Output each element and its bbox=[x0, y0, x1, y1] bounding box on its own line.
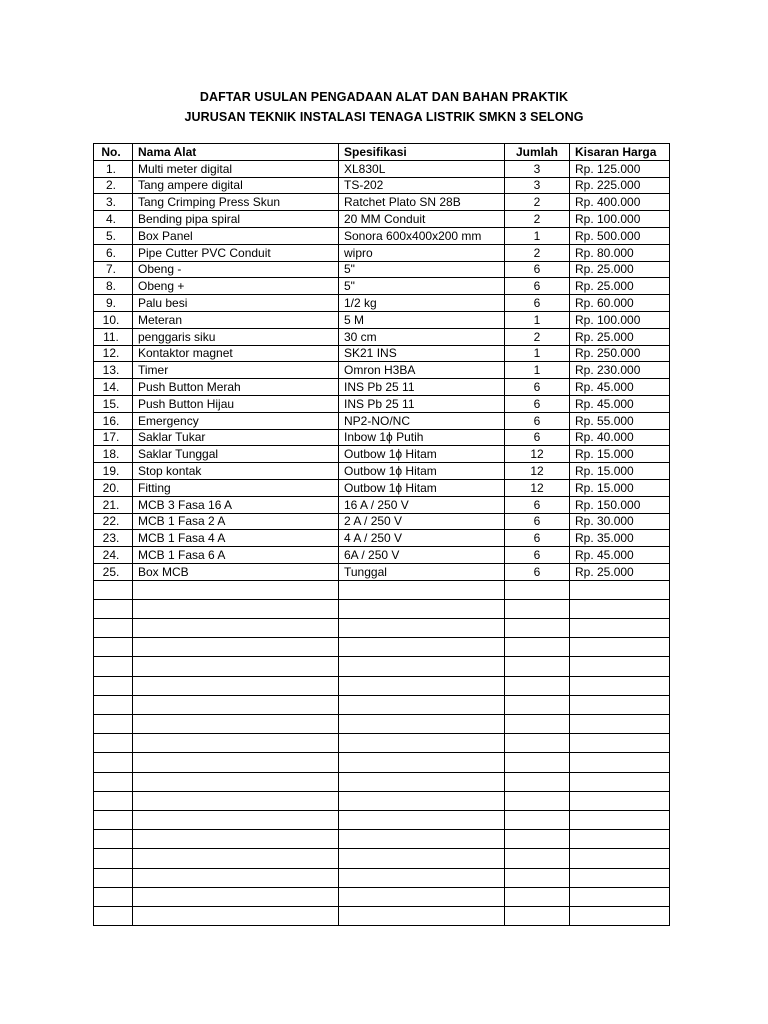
cell-no: 9. bbox=[94, 295, 133, 312]
cell-price: Rp. 60.000 bbox=[570, 295, 670, 312]
empty-table-row bbox=[94, 676, 670, 695]
cell-name: MCB 1 Fasa 2 A bbox=[133, 513, 339, 530]
empty-cell bbox=[133, 580, 339, 599]
empty-table-row bbox=[94, 695, 670, 714]
empty-cell bbox=[133, 906, 339, 925]
cell-spec: 5" bbox=[339, 261, 505, 278]
empty-cell bbox=[339, 906, 505, 925]
cell-spec: Outbow 1ϕ Hitam bbox=[339, 446, 505, 463]
cell-qty: 6 bbox=[505, 496, 570, 513]
cell-no: 16. bbox=[94, 412, 133, 429]
empty-cell bbox=[339, 868, 505, 887]
cell-spec: 2 A / 250 V bbox=[339, 513, 505, 530]
empty-table-row bbox=[94, 715, 670, 734]
empty-cell bbox=[505, 599, 570, 618]
table-row bbox=[94, 379, 670, 396]
cell-qty: 6 bbox=[505, 547, 570, 564]
column-header-name: Nama Alat bbox=[133, 144, 339, 161]
cell-price: Rp. 225.000 bbox=[570, 177, 670, 194]
empty-table-row bbox=[94, 810, 670, 829]
cell-price: Rp. 100.000 bbox=[570, 311, 670, 328]
cell-spec: 20 MM Conduit bbox=[339, 211, 505, 228]
table-row bbox=[94, 395, 670, 412]
empty-cell bbox=[570, 619, 670, 638]
empty-cell bbox=[570, 753, 670, 772]
cell-no: 18. bbox=[94, 446, 133, 463]
cell-qty: 12 bbox=[505, 446, 570, 463]
empty-cell bbox=[94, 734, 133, 753]
cell-spec: NP2-NO/NC bbox=[339, 412, 505, 429]
cell-no: 11. bbox=[94, 328, 133, 345]
document-title-line-1: DAFTAR USULAN PENGADAAN ALAT DAN BAHAN PRAKTIK bbox=[199, 90, 569, 104]
empty-cell bbox=[570, 734, 670, 753]
table-row bbox=[94, 563, 670, 580]
table-row bbox=[94, 429, 670, 446]
cell-name: Saklar Tukar bbox=[133, 429, 339, 446]
empty-cell bbox=[570, 715, 670, 734]
empty-cell bbox=[505, 580, 570, 599]
cell-name: MCB 3 Fasa 16 A bbox=[133, 496, 339, 513]
table-row bbox=[94, 244, 670, 261]
table-row bbox=[94, 311, 670, 328]
empty-cell bbox=[570, 772, 670, 791]
empty-cell bbox=[133, 715, 339, 734]
cell-spec: 6A / 250 V bbox=[339, 547, 505, 564]
document-title-line-2: JURUSAN TEKNIK INSTALASI TENAGA LISTRIK SMKN 3 SELONG bbox=[184, 110, 584, 124]
cell-no: 8. bbox=[94, 278, 133, 295]
empty-cell bbox=[505, 772, 570, 791]
table-row bbox=[94, 345, 670, 362]
empty-table-row bbox=[94, 580, 670, 599]
cell-no: 13. bbox=[94, 362, 133, 379]
empty-cell bbox=[94, 599, 133, 618]
empty-cell bbox=[570, 599, 670, 618]
empty-cell bbox=[505, 887, 570, 906]
empty-cell bbox=[94, 868, 133, 887]
cell-qty: 2 bbox=[505, 194, 570, 211]
empty-cell bbox=[570, 830, 670, 849]
column-header-qty: Jumlah bbox=[505, 144, 570, 161]
empty-cell bbox=[339, 810, 505, 829]
empty-cell bbox=[339, 676, 505, 695]
cell-no: 6. bbox=[94, 244, 133, 261]
empty-table-row bbox=[94, 830, 670, 849]
cell-qty: 2 bbox=[505, 211, 570, 228]
cell-name: Obeng + bbox=[133, 278, 339, 295]
empty-cell bbox=[505, 849, 570, 868]
cell-qty: 3 bbox=[505, 177, 570, 194]
cell-price: Rp. 15.000 bbox=[570, 479, 670, 496]
cell-name: Tang Crimping Press Skun bbox=[133, 194, 339, 211]
cell-qty: 6 bbox=[505, 530, 570, 547]
empty-cell bbox=[94, 887, 133, 906]
cell-price: Rp. 30.000 bbox=[570, 513, 670, 530]
cell-no: 19. bbox=[94, 463, 133, 480]
empty-cell bbox=[505, 619, 570, 638]
empty-cell bbox=[133, 810, 339, 829]
empty-cell bbox=[505, 695, 570, 714]
empty-cell bbox=[339, 830, 505, 849]
cell-qty: 6 bbox=[505, 278, 570, 295]
empty-cell bbox=[570, 868, 670, 887]
table-row bbox=[94, 530, 670, 547]
cell-spec: Tunggal bbox=[339, 563, 505, 580]
table-row bbox=[94, 160, 670, 177]
empty-table-row bbox=[94, 619, 670, 638]
cell-spec: Outbow 1ϕ Hitam bbox=[339, 463, 505, 480]
cell-price: Rp. 80.000 bbox=[570, 244, 670, 261]
empty-cell bbox=[94, 619, 133, 638]
cell-name: Obeng - bbox=[133, 261, 339, 278]
empty-cell bbox=[505, 657, 570, 676]
cell-spec: wipro bbox=[339, 244, 505, 261]
cell-qty: 1 bbox=[505, 227, 570, 244]
empty-cell bbox=[339, 695, 505, 714]
table-body bbox=[94, 160, 670, 925]
empty-cell bbox=[505, 715, 570, 734]
empty-cell bbox=[505, 868, 570, 887]
empty-cell bbox=[133, 868, 339, 887]
cell-price: Rp. 500.000 bbox=[570, 227, 670, 244]
empty-table-row bbox=[94, 657, 670, 676]
empty-cell bbox=[133, 619, 339, 638]
cell-name: Palu besi bbox=[133, 295, 339, 312]
empty-cell bbox=[505, 676, 570, 695]
cell-name: Box MCB bbox=[133, 563, 339, 580]
empty-cell bbox=[570, 849, 670, 868]
cell-price: Rp. 15.000 bbox=[570, 446, 670, 463]
cell-spec: TS-202 bbox=[339, 177, 505, 194]
empty-cell bbox=[133, 657, 339, 676]
cell-spec: XL830L bbox=[339, 160, 505, 177]
cell-no: 1. bbox=[94, 160, 133, 177]
empty-cell bbox=[339, 619, 505, 638]
empty-table-row bbox=[94, 753, 670, 772]
cell-spec: 30 cm bbox=[339, 328, 505, 345]
cell-price: Rp. 45.000 bbox=[570, 395, 670, 412]
cell-name: Bending pipa spiral bbox=[133, 211, 339, 228]
cell-no: 25. bbox=[94, 563, 133, 580]
empty-cell bbox=[133, 887, 339, 906]
cell-spec: 5 M bbox=[339, 311, 505, 328]
cell-qty: 6 bbox=[505, 379, 570, 396]
empty-cell bbox=[94, 638, 133, 657]
cell-qty: 6 bbox=[505, 563, 570, 580]
table-row bbox=[94, 513, 670, 530]
empty-cell bbox=[505, 791, 570, 810]
table-row bbox=[94, 328, 670, 345]
cell-price: Rp. 100.000 bbox=[570, 211, 670, 228]
cell-qty: 3 bbox=[505, 160, 570, 177]
empty-cell bbox=[339, 580, 505, 599]
cell-no: 4. bbox=[94, 211, 133, 228]
empty-cell bbox=[339, 638, 505, 657]
column-header-no: No. bbox=[94, 144, 133, 161]
table-row bbox=[94, 479, 670, 496]
empty-cell bbox=[133, 791, 339, 810]
cell-name: MCB 1 Fasa 6 A bbox=[133, 547, 339, 564]
cell-price: Rp. 250.000 bbox=[570, 345, 670, 362]
empty-cell bbox=[570, 887, 670, 906]
empty-cell bbox=[339, 887, 505, 906]
cell-no: 7. bbox=[94, 261, 133, 278]
table-row bbox=[94, 446, 670, 463]
cell-price: Rp. 25.000 bbox=[570, 278, 670, 295]
cell-name: Emergency bbox=[133, 412, 339, 429]
cell-no: 24. bbox=[94, 547, 133, 564]
empty-table-row bbox=[94, 772, 670, 791]
cell-spec: INS Pb 25 11 bbox=[339, 395, 505, 412]
cell-spec: INS Pb 25 11 bbox=[339, 379, 505, 396]
empty-cell bbox=[570, 791, 670, 810]
table-row bbox=[94, 547, 670, 564]
cell-price: Rp. 45.000 bbox=[570, 547, 670, 564]
empty-cell bbox=[505, 830, 570, 849]
cell-price: Rp. 40.000 bbox=[570, 429, 670, 446]
equipment-list-table bbox=[93, 143, 670, 926]
cell-no: 15. bbox=[94, 395, 133, 412]
cell-name: Meteran bbox=[133, 311, 339, 328]
cell-name: MCB 1 Fasa 4 A bbox=[133, 530, 339, 547]
empty-cell bbox=[505, 906, 570, 925]
empty-cell bbox=[570, 676, 670, 695]
empty-cell bbox=[505, 734, 570, 753]
cell-name: Kontaktor magnet bbox=[133, 345, 339, 362]
empty-cell bbox=[339, 849, 505, 868]
cell-price: Rp. 25.000 bbox=[570, 261, 670, 278]
empty-cell bbox=[570, 695, 670, 714]
cell-no: 12. bbox=[94, 345, 133, 362]
cell-qty: 6 bbox=[505, 412, 570, 429]
cell-name: Pipe Cutter PVC Conduit bbox=[133, 244, 339, 261]
empty-cell bbox=[133, 849, 339, 868]
empty-cell bbox=[505, 753, 570, 772]
cell-no: 2. bbox=[94, 177, 133, 194]
cell-spec: 4 A / 250 V bbox=[339, 530, 505, 547]
empty-cell bbox=[133, 638, 339, 657]
cell-no: 17. bbox=[94, 429, 133, 446]
empty-cell bbox=[339, 715, 505, 734]
cell-spec: Inbow 1ϕ Putih bbox=[339, 429, 505, 446]
empty-cell bbox=[94, 772, 133, 791]
empty-cell bbox=[570, 580, 670, 599]
cell-price: Rp. 25.000 bbox=[570, 563, 670, 580]
empty-cell bbox=[94, 657, 133, 676]
cell-qty: 1 bbox=[505, 362, 570, 379]
cell-name: Saklar Tunggal bbox=[133, 446, 339, 463]
cell-no: 5. bbox=[94, 227, 133, 244]
cell-name: Box Panel bbox=[133, 227, 339, 244]
cell-spec: Ratchet Plato SN 28B bbox=[339, 194, 505, 211]
cell-qty: 6 bbox=[505, 295, 570, 312]
empty-cell bbox=[94, 830, 133, 849]
empty-cell bbox=[339, 753, 505, 772]
empty-cell bbox=[570, 906, 670, 925]
empty-cell bbox=[339, 734, 505, 753]
cell-spec: 16 A / 250 V bbox=[339, 496, 505, 513]
cell-name: Stop kontak bbox=[133, 463, 339, 480]
empty-cell bbox=[94, 753, 133, 772]
table-row bbox=[94, 496, 670, 513]
cell-price: Rp. 35.000 bbox=[570, 530, 670, 547]
empty-cell bbox=[505, 638, 570, 657]
cell-no: 22. bbox=[94, 513, 133, 530]
cell-spec: Omron H3BA bbox=[339, 362, 505, 379]
cell-no: 23. bbox=[94, 530, 133, 547]
table-row bbox=[94, 194, 670, 211]
empty-table-row bbox=[94, 868, 670, 887]
cell-price: Rp. 15.000 bbox=[570, 463, 670, 480]
cell-name: Push Button Hijau bbox=[133, 395, 339, 412]
empty-table-row bbox=[94, 887, 670, 906]
cell-price: Rp. 400.000 bbox=[570, 194, 670, 211]
empty-table-row bbox=[94, 791, 670, 810]
empty-cell bbox=[570, 638, 670, 657]
cell-qty: 2 bbox=[505, 328, 570, 345]
empty-cell bbox=[133, 676, 339, 695]
cell-qty: 6 bbox=[505, 513, 570, 530]
empty-cell bbox=[94, 676, 133, 695]
empty-table-row bbox=[94, 906, 670, 925]
empty-cell bbox=[94, 695, 133, 714]
empty-cell bbox=[133, 830, 339, 849]
cell-no: 21. bbox=[94, 496, 133, 513]
empty-cell bbox=[339, 657, 505, 676]
cell-price: Rp. 125.000 bbox=[570, 160, 670, 177]
cell-name: Push Button Merah bbox=[133, 379, 339, 396]
cell-qty: 1 bbox=[505, 311, 570, 328]
cell-spec: Outbow 1ϕ Hitam bbox=[339, 479, 505, 496]
empty-cell bbox=[133, 734, 339, 753]
empty-cell bbox=[133, 772, 339, 791]
cell-no: 14. bbox=[94, 379, 133, 396]
cell-no: 10. bbox=[94, 311, 133, 328]
empty-cell bbox=[94, 580, 133, 599]
empty-cell bbox=[339, 599, 505, 618]
empty-cell bbox=[94, 810, 133, 829]
column-header-spec: Spesifikasi bbox=[339, 144, 505, 161]
cell-no: 20. bbox=[94, 479, 133, 496]
table-row bbox=[94, 177, 670, 194]
empty-cell bbox=[570, 810, 670, 829]
empty-cell bbox=[570, 657, 670, 676]
empty-table-row bbox=[94, 734, 670, 753]
empty-table-row bbox=[94, 849, 670, 868]
empty-cell bbox=[505, 810, 570, 829]
cell-name: Multi meter digital bbox=[133, 160, 339, 177]
table-row bbox=[94, 261, 670, 278]
column-header-price: Kisaran Harga bbox=[570, 144, 670, 161]
table-row bbox=[94, 362, 670, 379]
cell-price: Rp. 25.000 bbox=[570, 328, 670, 345]
empty-table-row bbox=[94, 599, 670, 618]
cell-price: Rp. 230.000 bbox=[570, 362, 670, 379]
table-row bbox=[94, 412, 670, 429]
cell-spec: SK21 INS bbox=[339, 345, 505, 362]
cell-spec: 1/2 kg bbox=[339, 295, 505, 312]
cell-qty: 6 bbox=[505, 429, 570, 446]
empty-cell bbox=[133, 599, 339, 618]
cell-qty: 6 bbox=[505, 395, 570, 412]
cell-spec: 5" bbox=[339, 278, 505, 295]
cell-qty: 12 bbox=[505, 479, 570, 496]
empty-cell bbox=[133, 753, 339, 772]
cell-qty: 2 bbox=[505, 244, 570, 261]
table-row bbox=[94, 463, 670, 480]
cell-spec: Sonora 600x400x200 mm bbox=[339, 227, 505, 244]
cell-qty: 1 bbox=[505, 345, 570, 362]
cell-price: Rp. 55.000 bbox=[570, 412, 670, 429]
empty-cell bbox=[94, 906, 133, 925]
table-row bbox=[94, 211, 670, 228]
empty-cell bbox=[94, 715, 133, 734]
cell-qty: 12 bbox=[505, 463, 570, 480]
table-row bbox=[94, 278, 670, 295]
cell-name: penggaris siku bbox=[133, 328, 339, 345]
empty-cell bbox=[133, 695, 339, 714]
table-row bbox=[94, 295, 670, 312]
empty-cell bbox=[94, 791, 133, 810]
cell-name: Fitting bbox=[133, 479, 339, 496]
cell-price: Rp. 150.000 bbox=[570, 496, 670, 513]
table-header-row bbox=[94, 144, 670, 161]
empty-cell bbox=[339, 791, 505, 810]
cell-name: Timer bbox=[133, 362, 339, 379]
table-row bbox=[94, 227, 670, 244]
empty-table-row bbox=[94, 638, 670, 657]
cell-name: Tang ampere digital bbox=[133, 177, 339, 194]
cell-no: 3. bbox=[94, 194, 133, 211]
empty-cell bbox=[339, 772, 505, 791]
empty-cell bbox=[94, 849, 133, 868]
cell-price: Rp. 45.000 bbox=[570, 379, 670, 396]
cell-qty: 6 bbox=[505, 261, 570, 278]
